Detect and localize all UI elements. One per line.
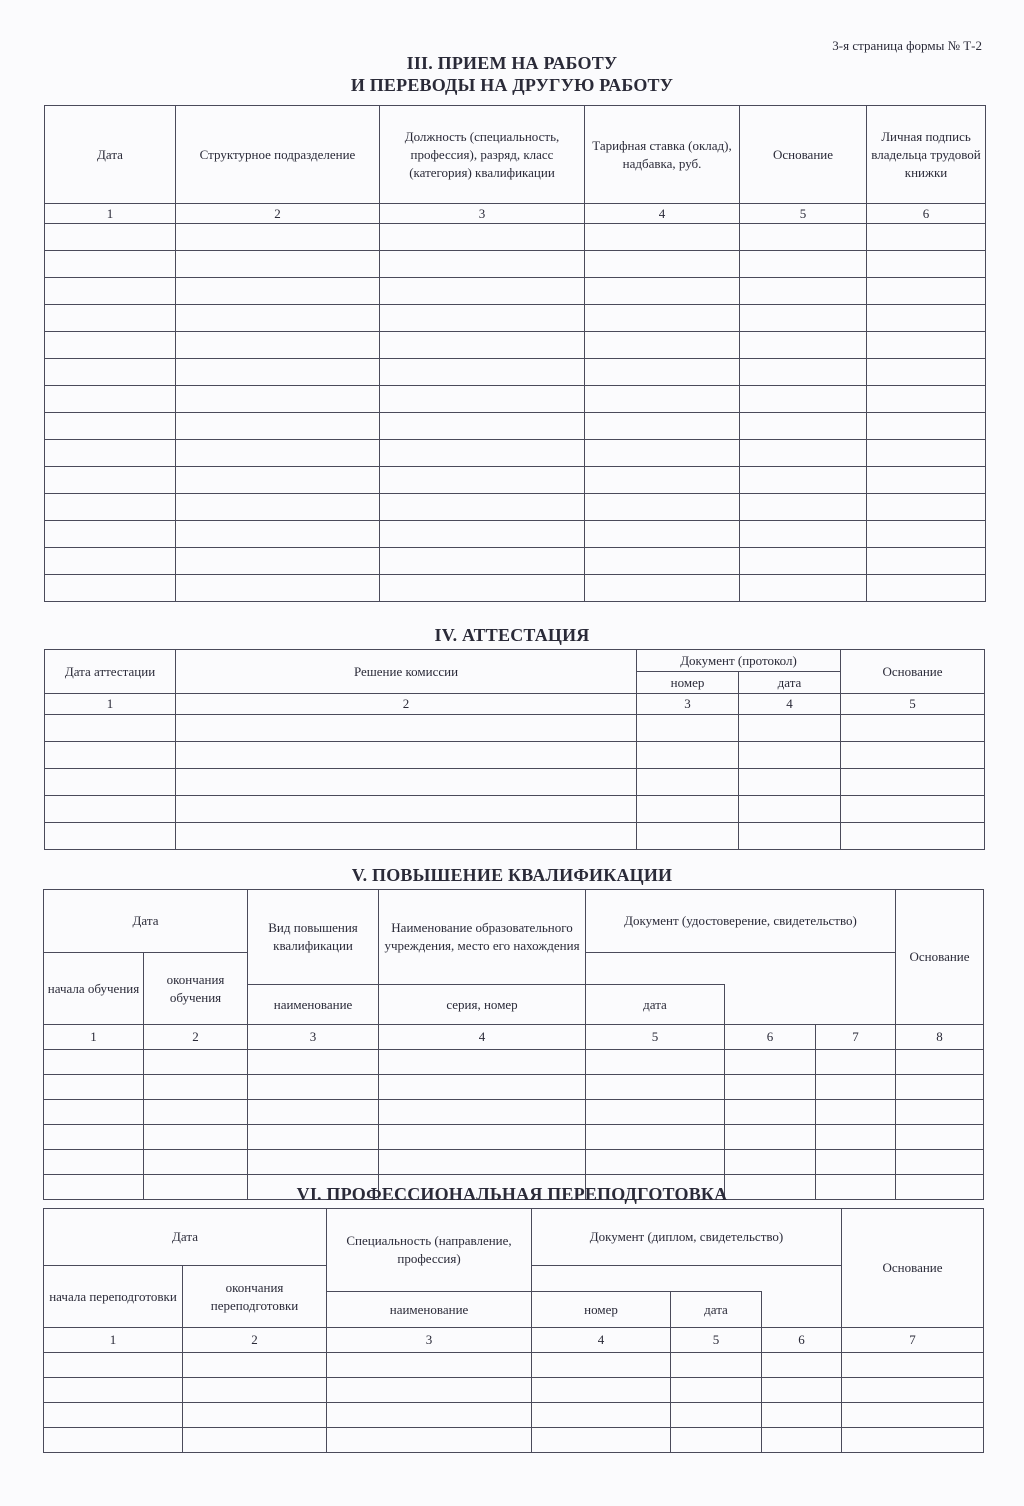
table-cell[interactable]: [867, 332, 986, 359]
table-cell[interactable]: [867, 359, 986, 386]
table-cell[interactable]: [841, 823, 985, 850]
table-cell[interactable]: [896, 1100, 984, 1125]
table-cell[interactable]: [176, 575, 380, 602]
table-cell[interactable]: [740, 413, 867, 440]
table-cell[interactable]: [586, 1150, 725, 1175]
header-tariff-rate: Тарифная ставка (оклад), надбавка, руб.: [585, 106, 740, 204]
table-cell[interactable]: [176, 769, 637, 796]
table-cell[interactable]: [585, 440, 740, 467]
table-cell[interactable]: [762, 1353, 842, 1378]
column-number: 1: [45, 204, 176, 224]
table-cell[interactable]: [867, 386, 986, 413]
table-row: [45, 359, 986, 386]
table-cell[interactable]: [327, 1403, 532, 1428]
table-cell[interactable]: [44, 1050, 144, 1075]
table-cell[interactable]: [183, 1428, 327, 1453]
table-cell[interactable]: [45, 359, 176, 386]
header-date: Дата: [45, 106, 176, 204]
table-cell[interactable]: [45, 521, 176, 548]
table-cell[interactable]: [379, 1075, 586, 1100]
table-cell[interactable]: [176, 742, 637, 769]
table-cell[interactable]: [532, 1403, 671, 1428]
column-number: 7: [816, 1025, 896, 1050]
table-cell[interactable]: [379, 1125, 586, 1150]
column-number-row: [44, 1328, 984, 1353]
table-cell[interactable]: [45, 278, 176, 305]
qualification-table: [43, 889, 984, 1200]
table-cell[interactable]: [45, 715, 176, 742]
header-doc-name: наименование: [248, 985, 379, 1025]
table-row: [44, 1050, 984, 1075]
table-cell[interactable]: [45, 413, 176, 440]
table-cell[interactable]: [532, 1353, 671, 1378]
table-row: [45, 823, 985, 850]
table-cell[interactable]: [842, 1378, 984, 1403]
table-cell[interactable]: [176, 494, 380, 521]
table-cell[interactable]: [176, 278, 380, 305]
table-cell[interactable]: [380, 332, 585, 359]
table-cell[interactable]: [183, 1378, 327, 1403]
table-cell[interactable]: [380, 386, 585, 413]
table-row: [45, 386, 986, 413]
header-doc-date: дата: [671, 1292, 762, 1328]
form-page-label: 3-я страница формы № Т-2: [832, 38, 982, 53]
table-header-row: [45, 650, 985, 672]
attestation-table: [44, 649, 985, 850]
table-row: [45, 494, 986, 521]
column-number: 6: [867, 204, 986, 224]
hiring-transfers-table: [44, 105, 986, 602]
table-cell[interactable]: [671, 1378, 762, 1403]
table-cell[interactable]: [379, 1050, 586, 1075]
table-row: [45, 332, 986, 359]
table-cell[interactable]: [45, 440, 176, 467]
column-number: 2: [183, 1328, 327, 1353]
header-date: Дата: [44, 890, 248, 953]
table-cell[interactable]: [248, 1075, 379, 1100]
table-row: [45, 467, 986, 494]
table-cell[interactable]: [144, 1050, 248, 1075]
column-number: 2: [176, 204, 380, 224]
table-cell[interactable]: [725, 1050, 816, 1075]
section-6-title: VI. ПРОФЕССИОНАЛЬНАЯ ПЕРЕПОДГОТОВКА: [296, 1184, 728, 1204]
table-cell[interactable]: [176, 823, 637, 850]
table-cell[interactable]: [532, 1378, 671, 1403]
table-row: [45, 413, 986, 440]
table-cell[interactable]: [725, 1100, 816, 1125]
table-cell[interactable]: [740, 386, 867, 413]
table-cell[interactable]: [45, 769, 176, 796]
table-cell[interactable]: [585, 548, 740, 575]
table-cell[interactable]: [379, 1100, 586, 1125]
table-cell[interactable]: [380, 521, 585, 548]
table-cell[interactable]: [725, 1125, 816, 1150]
table-cell[interactable]: [585, 224, 740, 251]
header-date: дата: [739, 672, 841, 694]
table-header-row: [45, 106, 986, 204]
table-cell[interactable]: [45, 251, 176, 278]
section-3-title-line2: И ПЕРЕВОДЫ НА ДРУГУЮ РАБОТУ: [350, 75, 674, 95]
table-row: [45, 769, 985, 796]
table-cell[interactable]: [896, 1150, 984, 1175]
header-qualification-type: Вид повышения квалификации: [248, 890, 379, 985]
table-cell[interactable]: [45, 823, 176, 850]
table-cell[interactable]: [183, 1353, 327, 1378]
table-cell[interactable]: [176, 467, 380, 494]
table-cell[interactable]: [44, 1353, 183, 1378]
table-cell[interactable]: [762, 1403, 842, 1428]
table-cell[interactable]: [144, 1100, 248, 1125]
table-cell[interactable]: [380, 305, 585, 332]
table-cell[interactable]: [637, 796, 739, 823]
table-cell[interactable]: [585, 386, 740, 413]
column-number-row: [45, 204, 986, 224]
table-cell[interactable]: [671, 1353, 762, 1378]
header-signature: Личная подпись владельца трудовой книжки: [867, 106, 986, 204]
column-number: 4: [585, 204, 740, 224]
table-cell[interactable]: [739, 796, 841, 823]
table-cell[interactable]: [176, 305, 380, 332]
table-cell[interactable]: [585, 278, 740, 305]
table-cell[interactable]: [740, 359, 867, 386]
header-document-diploma: Документ (диплом, свидетельство): [532, 1209, 842, 1266]
table-cell[interactable]: [380, 359, 585, 386]
table-cell[interactable]: [44, 1100, 144, 1125]
table-cell[interactable]: [585, 251, 740, 278]
table-cell[interactable]: [867, 305, 986, 332]
table-cell[interactable]: [380, 548, 585, 575]
table-row: [45, 278, 986, 305]
table-cell[interactable]: [671, 1428, 762, 1453]
table-cell[interactable]: [144, 1075, 248, 1100]
table-cell[interactable]: [842, 1403, 984, 1428]
section-3-title: [0, 52, 1024, 96]
table-cell[interactable]: [44, 1378, 183, 1403]
table-cell[interactable]: [44, 1428, 183, 1453]
table-cell[interactable]: [739, 823, 841, 850]
column-number: 3: [637, 694, 739, 715]
table-row: [44, 1150, 984, 1175]
table-cell[interactable]: [44, 1150, 144, 1175]
table-cell[interactable]: [740, 440, 867, 467]
table-cell[interactable]: [739, 769, 841, 796]
table-cell[interactable]: [671, 1403, 762, 1428]
table-cell[interactable]: [841, 742, 985, 769]
table-cell[interactable]: [842, 1353, 984, 1378]
table-cell[interactable]: [380, 440, 585, 467]
table-cell[interactable]: [380, 413, 585, 440]
column-number: 8: [896, 1025, 984, 1050]
table-row: [45, 575, 986, 602]
table-cell[interactable]: [586, 1050, 725, 1075]
table-cell[interactable]: [44, 1075, 144, 1100]
header-end-date: окончания переподготовки: [183, 1266, 327, 1328]
table-cell[interactable]: [867, 278, 986, 305]
table-row: [45, 742, 985, 769]
table-row: [44, 1378, 984, 1403]
table-cell[interactable]: [248, 1100, 379, 1125]
column-number: 4: [532, 1328, 671, 1353]
table-row: [44, 1100, 984, 1125]
table-cell[interactable]: [896, 1125, 984, 1150]
table-cell[interactable]: [585, 521, 740, 548]
table-cell[interactable]: [816, 1050, 896, 1075]
table-cell[interactable]: [740, 494, 867, 521]
header-start-date: начала переподготовки: [44, 1266, 183, 1328]
column-number: 3: [380, 204, 585, 224]
column-number: 5: [841, 694, 985, 715]
header-basis: Основание: [841, 650, 985, 694]
table-cell[interactable]: [585, 575, 740, 602]
table-cell[interactable]: [740, 467, 867, 494]
table-cell[interactable]: [725, 1075, 816, 1100]
table-cell[interactable]: [176, 715, 637, 742]
table-cell[interactable]: [45, 332, 176, 359]
table-row: [44, 1075, 984, 1100]
table-cell[interactable]: [740, 278, 867, 305]
table-cell[interactable]: [176, 413, 380, 440]
header-date: Дата: [44, 1209, 327, 1266]
header-start-date: начала обучения: [44, 953, 144, 1025]
table-cell[interactable]: [739, 715, 841, 742]
header-number: номер: [637, 672, 739, 694]
table-cell[interactable]: [740, 305, 867, 332]
table-cell[interactable]: [532, 1428, 671, 1453]
table-cell[interactable]: [176, 440, 380, 467]
table-row: [44, 1428, 984, 1453]
table-cell[interactable]: [585, 332, 740, 359]
table-cell[interactable]: [45, 548, 176, 575]
table-cell[interactable]: [379, 1150, 586, 1175]
table-cell[interactable]: [176, 224, 380, 251]
table-row: [45, 521, 986, 548]
table-header-row: [44, 1209, 984, 1266]
table-header-row: [44, 890, 984, 953]
table-cell[interactable]: [380, 467, 585, 494]
table-cell[interactable]: [816, 1125, 896, 1150]
table-cell[interactable]: [380, 494, 585, 521]
header-doc-series: серия, номер: [379, 985, 586, 1025]
table-cell[interactable]: [739, 742, 841, 769]
table-cell[interactable]: [816, 1075, 896, 1100]
column-number: 6: [762, 1328, 842, 1353]
table-cell[interactable]: [740, 575, 867, 602]
header-institution: Наименование образовательного учреждения, место его нахождения: [379, 890, 586, 985]
table-cell[interactable]: [380, 575, 585, 602]
table-row: [45, 440, 986, 467]
table-cell[interactable]: [586, 1100, 725, 1125]
table-cell[interactable]: [740, 251, 867, 278]
table-cell[interactable]: [867, 575, 986, 602]
table-cell[interactable]: [585, 413, 740, 440]
table-cell[interactable]: [637, 769, 739, 796]
section-4-title: IV. АТТЕСТАЦИЯ: [434, 625, 590, 645]
table-cell[interactable]: [176, 796, 637, 823]
table-row: [44, 1125, 984, 1150]
table-cell[interactable]: [841, 796, 985, 823]
table-cell[interactable]: [637, 715, 739, 742]
header-specialty: Специальность (направление, профессия): [327, 1209, 532, 1292]
table-cell[interactable]: [867, 413, 986, 440]
table-cell[interactable]: [380, 251, 585, 278]
table-row: [44, 1403, 984, 1428]
table-cell[interactable]: [841, 769, 985, 796]
table-cell[interactable]: [867, 440, 986, 467]
table-cell[interactable]: [637, 823, 739, 850]
header-basis: Основание: [740, 106, 867, 204]
table-cell[interactable]: [44, 1125, 144, 1150]
column-number: 2: [176, 694, 637, 715]
header-position: Должность (специальность, профессия), разряд, класс (категория) квалификации: [380, 106, 585, 204]
section-5-title: V. ПОВЫШЕНИЕ КВАЛИФИКАЦИИ: [351, 865, 673, 885]
table-cell[interactable]: [637, 742, 739, 769]
table-cell[interactable]: [586, 1125, 725, 1150]
table-cell[interactable]: [842, 1428, 984, 1453]
column-number: 3: [248, 1025, 379, 1050]
header-department: Структурное подразделение: [176, 106, 380, 204]
table-cell[interactable]: [144, 1150, 248, 1175]
table-cell[interactable]: [327, 1428, 532, 1453]
column-number: 1: [44, 1025, 144, 1050]
table-cell[interactable]: [740, 521, 867, 548]
header-doc-number: номер: [532, 1292, 671, 1328]
table-row: [45, 548, 986, 575]
header-doc-date: дата: [586, 985, 725, 1025]
table-cell[interactable]: [248, 1125, 379, 1150]
table-cell[interactable]: [586, 1075, 725, 1100]
table-cell[interactable]: [896, 1050, 984, 1075]
table-cell[interactable]: [867, 251, 986, 278]
table-row: [44, 1353, 984, 1378]
table-cell[interactable]: [867, 224, 986, 251]
table-cell[interactable]: [380, 278, 585, 305]
column-number: 5: [586, 1025, 725, 1050]
table-row: [45, 251, 986, 278]
table-cell[interactable]: [841, 715, 985, 742]
column-number: 4: [739, 694, 841, 715]
table-cell[interactable]: [585, 467, 740, 494]
column-number: 1: [45, 694, 176, 715]
table-cell[interactable]: [176, 386, 380, 413]
column-number: 5: [671, 1328, 762, 1353]
column-number: 6: [725, 1025, 816, 1050]
header-document-certificate: Документ (удостоверение, свидетельство): [586, 890, 896, 953]
table-cell[interactable]: [45, 467, 176, 494]
header-doc-name: наименование: [327, 1292, 532, 1328]
header-basis: Основание: [896, 890, 984, 1025]
header-basis: Основание: [842, 1209, 984, 1328]
table-cell[interactable]: [44, 1403, 183, 1428]
table-cell[interactable]: [585, 305, 740, 332]
table-cell[interactable]: [740, 548, 867, 575]
table-cell[interactable]: [867, 548, 986, 575]
table-cell[interactable]: [176, 521, 380, 548]
retraining-table: [43, 1208, 984, 1453]
table-cell[interactable]: [740, 332, 867, 359]
table-cell[interactable]: [248, 1150, 379, 1175]
table-cell[interactable]: [45, 386, 176, 413]
table-cell[interactable]: [176, 359, 380, 386]
table-cell[interactable]: [45, 305, 176, 332]
column-number: 1: [44, 1328, 183, 1353]
table-row: [45, 224, 986, 251]
column-number: 5: [740, 204, 867, 224]
column-number: 2: [144, 1025, 248, 1050]
table-cell[interactable]: [327, 1353, 532, 1378]
table-cell[interactable]: [867, 494, 986, 521]
table-cell[interactable]: [725, 1150, 816, 1175]
table-cell[interactable]: [176, 251, 380, 278]
section-3-title-line1: III. ПРИЕМ НА РАБОТУ: [406, 53, 618, 73]
table-cell[interactable]: [585, 494, 740, 521]
table-cell[interactable]: [585, 359, 740, 386]
table-cell[interactable]: [176, 332, 380, 359]
table-row: [45, 715, 985, 742]
column-number: 3: [327, 1328, 532, 1353]
table-row: [45, 305, 986, 332]
table-cell[interactable]: [740, 224, 867, 251]
table-cell[interactable]: [144, 1125, 248, 1150]
table-cell[interactable]: [45, 575, 176, 602]
table-cell[interactable]: [45, 494, 176, 521]
table-cell[interactable]: [248, 1050, 379, 1075]
table-cell[interactable]: [183, 1403, 327, 1428]
table-cell[interactable]: [816, 1100, 896, 1125]
table-cell[interactable]: [762, 1378, 842, 1403]
table-cell[interactable]: [176, 548, 380, 575]
table-cell[interactable]: [762, 1428, 842, 1453]
header-attestation-date: Дата аттестации: [45, 650, 176, 694]
table-cell[interactable]: [816, 1150, 896, 1175]
table-cell[interactable]: [45, 796, 176, 823]
table-cell[interactable]: [867, 521, 986, 548]
table-cell[interactable]: [867, 467, 986, 494]
header-document-protocol: Документ (протокол): [637, 650, 841, 672]
table-row: [45, 796, 985, 823]
column-number: 4: [379, 1025, 586, 1050]
column-number-row: [44, 1025, 984, 1050]
column-number: 7: [842, 1328, 984, 1353]
header-commission-decision: Решение комиссии: [176, 650, 637, 694]
table-cell[interactable]: [327, 1378, 532, 1403]
table-cell[interactable]: [896, 1075, 984, 1100]
table-cell[interactable]: [45, 742, 176, 769]
header-end-date: окончания обучения: [144, 953, 248, 1025]
table-cell[interactable]: [45, 224, 176, 251]
table-cell[interactable]: [380, 224, 585, 251]
column-number-row: [45, 694, 985, 715]
